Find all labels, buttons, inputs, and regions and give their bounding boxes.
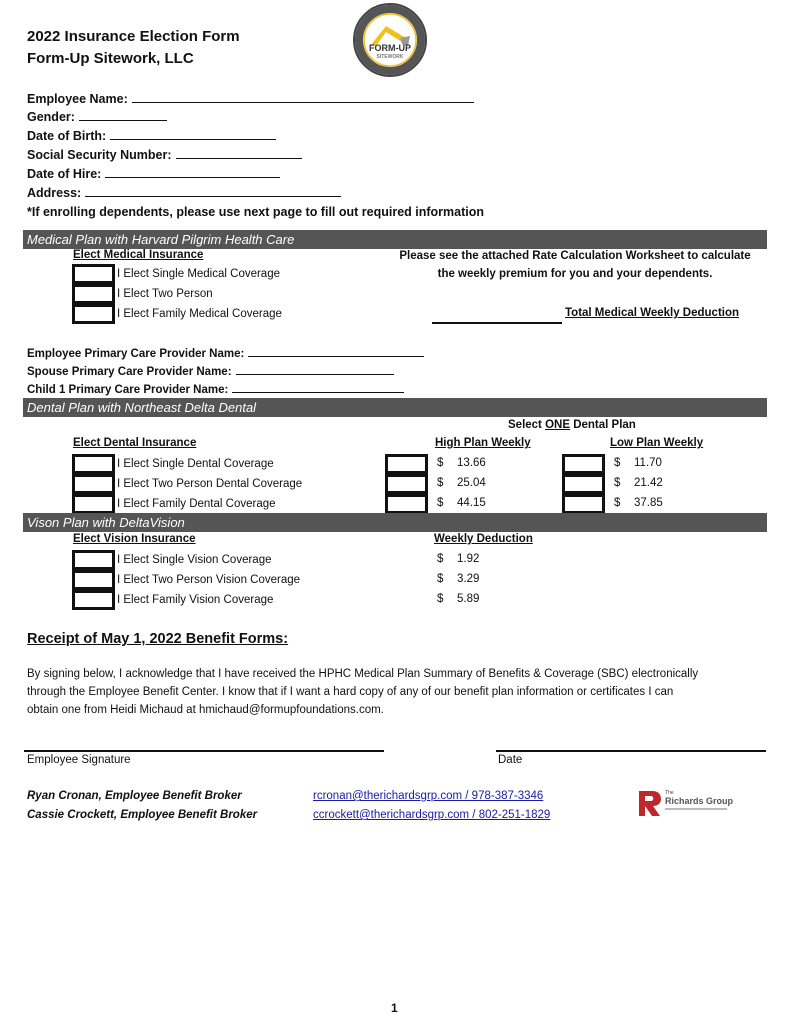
richards-group-logo bbox=[637, 789, 737, 819]
medical-section-header: Medical Plan with Harvard Pilgrim Health Care bbox=[23, 230, 767, 249]
medical-two-person-label: I Elect Two Person bbox=[117, 288, 213, 300]
medical-family-checkbox[interactable] bbox=[72, 304, 115, 324]
dental-low-single-price: $ 11.70 bbox=[614, 457, 662, 469]
dob-input[interactable] bbox=[110, 127, 276, 140]
address-input[interactable] bbox=[85, 184, 341, 197]
dob-field: Date of Birth: bbox=[27, 127, 276, 145]
date-label: Date bbox=[498, 754, 523, 766]
form-up-logo bbox=[352, 2, 428, 78]
child-pcp-input[interactable] bbox=[232, 380, 404, 393]
employee-signature-line[interactable] bbox=[24, 750, 384, 752]
vision-family-label: I Elect Family Vision Coverage bbox=[117, 594, 274, 606]
vision-single-price: $ 1.92 bbox=[437, 553, 480, 565]
dental-low-family-checkbox[interactable] bbox=[562, 494, 605, 514]
dental-low-two-person-checkbox[interactable] bbox=[562, 474, 605, 494]
broker-2-name: Cassie Crockett, Employee Benefit Broker bbox=[27, 809, 258, 821]
weekly-deduction-heading: Weekly Deduction bbox=[434, 533, 533, 545]
broker-1-contact-link[interactable]: rcronan@therichardsgrp.com / 978-387-3346 bbox=[313, 790, 544, 802]
svg-text:SITEWORK: SITEWORK bbox=[376, 54, 404, 60]
employee-signature-label: Employee Signature bbox=[27, 754, 131, 766]
gender-field: Gender: bbox=[27, 108, 167, 126]
dental-low-two-person-price: $ 21.42 bbox=[614, 477, 663, 489]
gender-input[interactable] bbox=[79, 108, 167, 121]
dental-high-family-checkbox[interactable] bbox=[385, 494, 428, 514]
medical-family-label: I Elect Family Medical Coverage bbox=[117, 308, 282, 320]
dental-section-header: Dental Plan with Northeast Delta Dental bbox=[23, 398, 767, 417]
select-one-dental-note: Select ONE Dental Plan bbox=[508, 419, 636, 431]
vision-two-person-price: $ 3.29 bbox=[437, 573, 480, 585]
address-field: Address: bbox=[27, 184, 341, 202]
dental-single-checkbox[interactable] bbox=[72, 454, 115, 474]
dental-two-person-label: I Elect Two Person Dental Coverage bbox=[117, 478, 303, 490]
medical-single-label: I Elect Single Medical Coverage bbox=[117, 268, 280, 280]
receipt-line-1: By signing below, I acknowledge that I have received the HPHC Medical Plan Summary of Benefits & Coverage (SBC) electronically bbox=[27, 668, 699, 680]
employee-pcp-field: Employee Primary Care Provider Name: bbox=[27, 344, 424, 363]
dental-high-two-person-price: $ 25.04 bbox=[437, 477, 486, 489]
employee-pcp-input[interactable] bbox=[248, 344, 424, 357]
form-title: 2022 Insurance Election Form bbox=[27, 28, 240, 45]
medical-instructions-2: the weekly premium for you and your dependents. bbox=[437, 268, 713, 280]
dependents-note: *If enrolling dependents, please use next page to fill out required information bbox=[27, 205, 485, 219]
dental-low-single-checkbox[interactable] bbox=[562, 454, 605, 474]
dental-low-family-price: $ 37.85 bbox=[614, 497, 663, 509]
child-pcp-field: Child 1 Primary Care Provider Name: bbox=[27, 380, 404, 399]
vision-family-checkbox[interactable] bbox=[72, 590, 115, 610]
low-plan-heading: Low Plan Weekly bbox=[610, 437, 704, 449]
receipt-line-3: obtain one from Heidi Michaud at hmichaud@formupfoundations.com. bbox=[27, 704, 384, 716]
ssn-input[interactable] bbox=[176, 146, 302, 159]
medical-instructions-1: Please see the attached Rate Calculation Worksheet to calculate bbox=[399, 250, 751, 262]
elect-medical-heading: Elect Medical Insurance bbox=[73, 249, 204, 261]
medical-single-checkbox[interactable] bbox=[72, 264, 115, 284]
form-up-logo-icon bbox=[352, 2, 428, 78]
total-medical-deduction-input[interactable] bbox=[432, 322, 562, 324]
date-line[interactable] bbox=[496, 750, 766, 752]
dental-family-checkbox[interactable] bbox=[72, 494, 115, 514]
vision-two-person-label: I Elect Two Person Vision Coverage bbox=[117, 574, 301, 586]
high-plan-heading: High Plan Weekly bbox=[435, 437, 531, 449]
richards-the: The bbox=[665, 790, 674, 796]
broker-1-name: Ryan Cronan, Employee Benefit Broker bbox=[27, 790, 242, 802]
total-medical-deduction-label: Total Medical Weekly Deduction bbox=[565, 307, 740, 319]
vision-family-price: $ 5.89 bbox=[437, 593, 480, 605]
dental-high-single-checkbox[interactable] bbox=[385, 454, 428, 474]
broker-2-contact-link[interactable]: ccrockett@therichardsgrp.com / 802-251-1829 bbox=[313, 809, 551, 821]
spouse-pcp-input[interactable] bbox=[236, 362, 394, 375]
hire-date-field: Date of Hire: bbox=[27, 165, 280, 183]
hire-date-input[interactable] bbox=[105, 165, 280, 178]
employee-name-field: Employee Name: bbox=[27, 90, 474, 108]
vision-single-label: I Elect Single Vision Coverage bbox=[117, 554, 272, 566]
richards-r-icon bbox=[637, 789, 663, 817]
dental-family-label: I Elect Family Dental Coverage bbox=[117, 498, 276, 510]
spouse-pcp-field: Spouse Primary Care Provider Name: bbox=[27, 362, 394, 381]
dental-single-label: I Elect Single Dental Coverage bbox=[117, 458, 274, 470]
richards-tagline bbox=[665, 808, 727, 810]
page-number: 1 bbox=[391, 1001, 398, 1015]
employee-name-input[interactable] bbox=[132, 90, 474, 103]
dental-high-two-person-checkbox[interactable] bbox=[385, 474, 428, 494]
ssn-field: Social Security Number: bbox=[27, 146, 302, 164]
company-name: Form-Up Sitework, LLC bbox=[27, 50, 194, 67]
receipt-heading: Receipt of May 1, 2022 Benefit Forms: bbox=[27, 631, 289, 647]
vision-section-header: Vison Plan with DeltaVision bbox=[23, 513, 767, 532]
dental-high-single-price: $ 13.66 bbox=[437, 457, 486, 469]
elect-dental-heading: Elect Dental Insurance bbox=[73, 437, 197, 449]
vision-two-person-checkbox[interactable] bbox=[72, 570, 115, 590]
dental-two-person-checkbox[interactable] bbox=[72, 474, 115, 494]
dental-high-family-price: $ 44.15 bbox=[437, 497, 486, 509]
vision-single-checkbox[interactable] bbox=[72, 550, 115, 570]
elect-vision-heading: Elect Vision Insurance bbox=[73, 533, 196, 545]
svg-text:FORM-UP: FORM-UP bbox=[369, 43, 411, 53]
medical-two-person-checkbox[interactable] bbox=[72, 284, 115, 304]
richards-name: Richards Group bbox=[665, 796, 734, 806]
receipt-line-2: through the Employee Benefit Center. I know that if I want a hard copy of any of our benefit plan information or certificates I can bbox=[27, 686, 674, 698]
